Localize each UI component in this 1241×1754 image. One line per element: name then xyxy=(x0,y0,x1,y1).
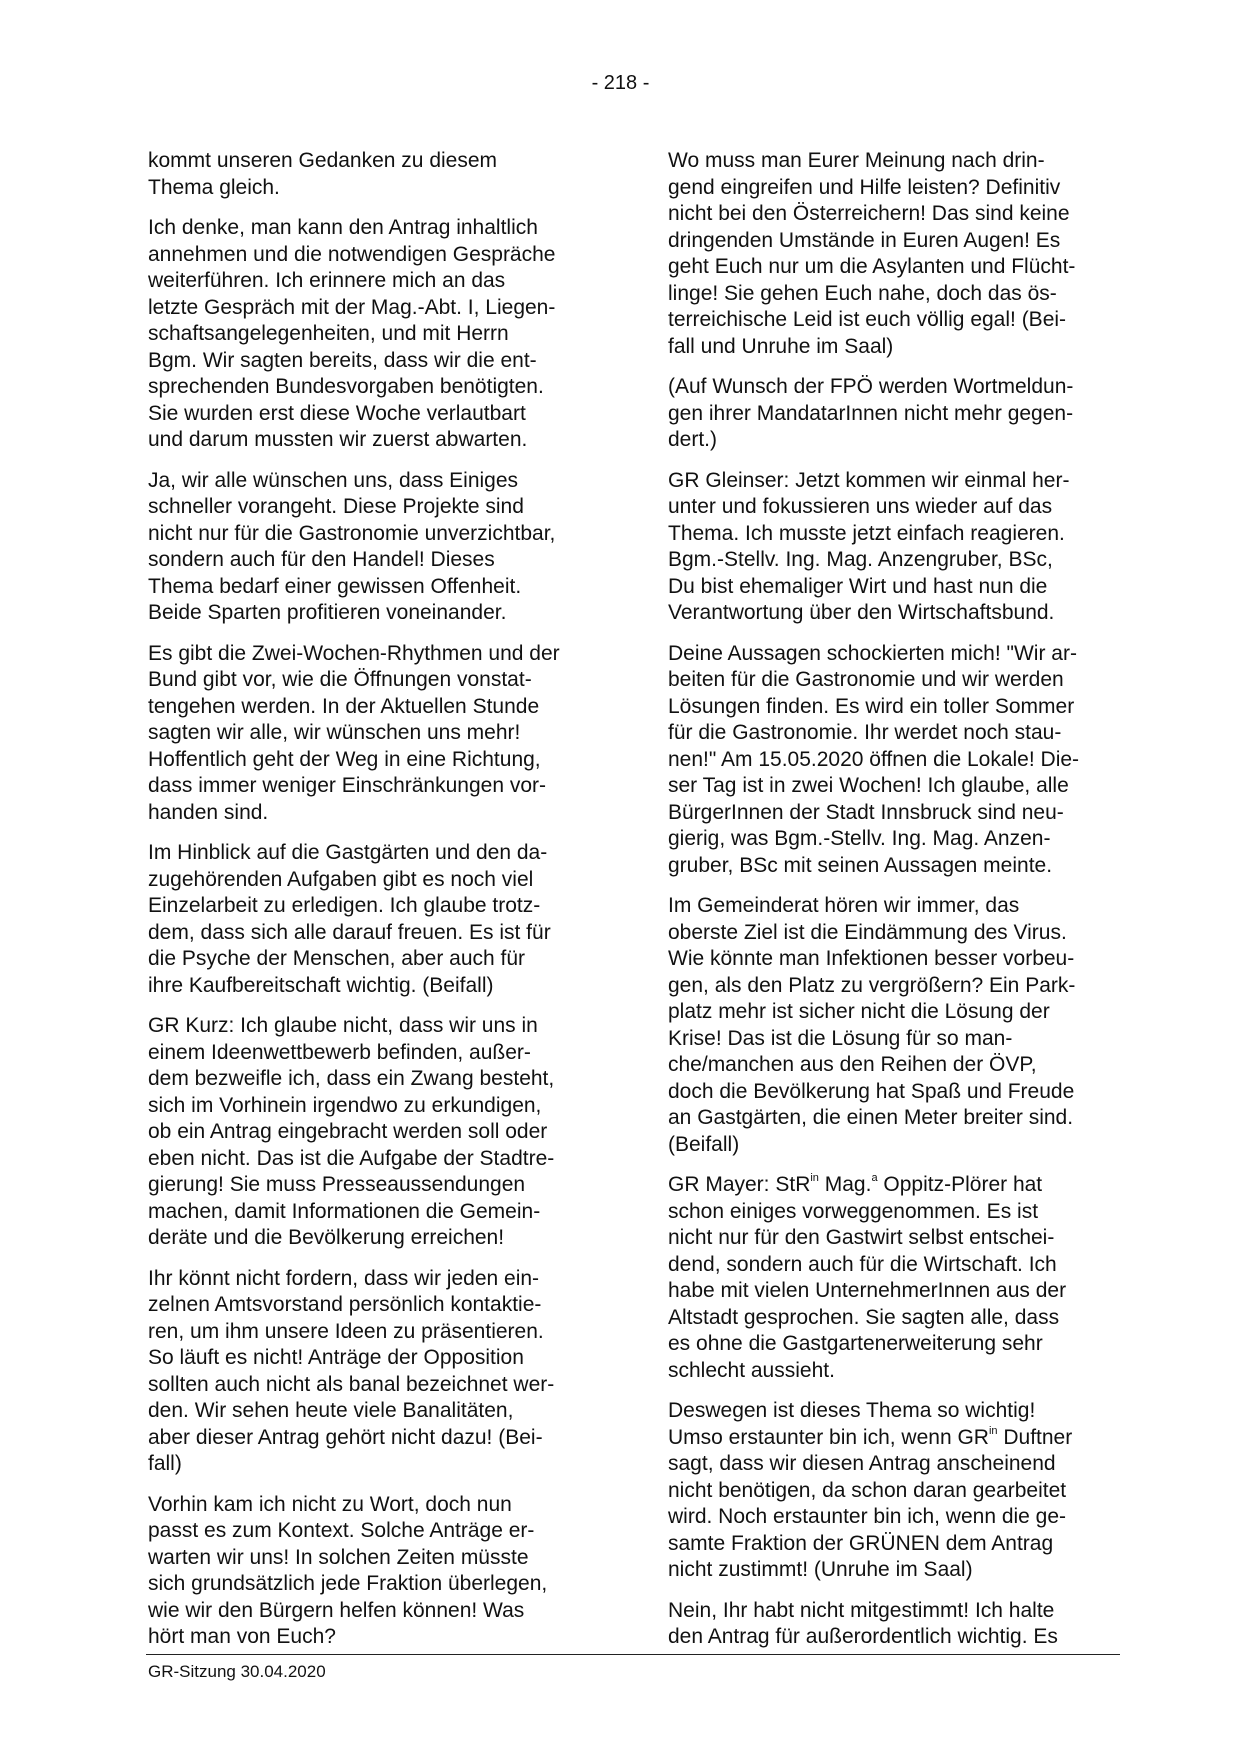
paragraph: Deine Aussagen schockierten mich! "Wir ar- beiten für die Gastronomie und wir werden Lösungen finden. Es wird ein toller Sommer für die Gastronomie. Ihr werdet noch stau- nen!" Am 15.05.2020 öffnen die Lokale! Die- ser Tag ist in zwei Wochen! Ich glaube, alle BürgerInnen der Stadt Innsbruck sind neu- gierig, was Bgm.-Stellv. Ing. Mag. Anzen- gruber, BSc mit seinen Aussagen meinte. xyxy=(668,641,1080,877)
paragraph: Es gibt die Zwei-Wochen-Rhythmen und der Bund gibt vor, wie die Öffnungen vonstat- tengehen werden. In der Aktuellen Stunde sagten wir alle, wir wünschen uns mehr! Hoffentlich geht der Weg in eine Richtung, dass immer weniger Einschränkungen vor- handen sind. xyxy=(148,641,560,824)
text-run: GR Mayer: StR xyxy=(668,1173,811,1196)
superscript: in xyxy=(810,1172,819,1184)
text-run: Duftner sagt, dass wir diesen Antrag anscheinend nicht benötigen, da schon daran gearbeitet wird. Noch erstaunter bin ich, wenn die ge- samte Fraktion der GRÜNEN dem Antrag nicht zustimmt! (Unruhe im Saal) xyxy=(668,1425,1073,1581)
left-column xyxy=(148,148,603,1665)
paragraph: Ihr könnt nicht fordern, dass wir jeden ein- zelnen Amtsvorstand persönlich kontaktie- ren, um ihm unsere Ideen zu präsentieren. So läuft es nicht! Anträge der Opposition sollten auch nicht als banal bezeichnet wer- den. Wir sehen heute viele Banalitäten, aber dieser Antrag gehört nicht dazu! (Bei- fall) xyxy=(148,1266,555,1475)
paragraph-note: (Auf Wunsch der FPÖ werden Wortmeldun- gen ihrer MandatarInnen nicht mehr gegen- dert.) xyxy=(668,375,1074,451)
paragraph-speech-gleinser: GR Gleinser: Jetzt kommen wir einmal her- unter und fokussieren uns wieder auf das Thema. Ich musste jetzt einfach reagieren. Bgm.-Stellv. Ing. Mag. Anzengruber, BSc, Du bist ehemaliger Wirt und hast nun die Verantwortung über den Wirtschaftsbund. xyxy=(668,468,1070,624)
text-run: Mag. xyxy=(818,1173,872,1196)
paragraph: Ich denke, man kann den Antrag inhaltlich annehmen und die notwendigen Gespräche weiterführen. Ich erinnere mich an das letzte Gespräch mit der Mag.-Abt. I, Liegen- schaftsangelegenheiten, und mit Herrn Bgm. Wir sagten bereits, dass wir die ent- sprechenden Bundesvorgaben benötigten. Sie wurden erst diese Woche verlautbart und darum mussten wir zuerst abwarten. xyxy=(148,216,556,451)
page-number: - 218 - xyxy=(591,72,650,94)
paragraph xyxy=(668,1398,1123,1584)
paragraph: Im Gemeinderat hören wir immer, das oberste Ziel ist die Eindämmung des Virus. Wie könnte man Infektionen besser vorbeu- gen, als den Platz zu vergrößern? Ein Park- platz mehr ist sicher nicht die Lösung der Krise! Das ist die Lösung für so man- che/manchen aus den Reihen der ÖVP, doch die Bevölkerung hat Spaß und Freude an Gastgärten, die einen Meter breiter sind. (Beifall) xyxy=(668,894,1076,1156)
paragraph: Vorhin kam ich nicht zu Wort, doch nun passt es zum Kontext. Solche Anträge er- warten wir uns! In solchen Zeiten müsste sich grundsätzlich jede Fraktion überlegen, wie wir den Bürgern helfen können! Was hört man von Euch? xyxy=(148,1492,548,1648)
footer-text: GR-Sitzung 30.04.2020 xyxy=(148,1662,326,1681)
paragraph: Wo muss man Eurer Meinung nach drin- gend eingreifen und Hilfe leisten? Definitiv nicht bei den Österreichern! Das sind keine dringenden Umstände in Euren Augen! Es geht Euch nur um die Asylanten und Flücht- linge! Sie gehen Euch nahe, doch das ös- terreichische Leid ist euch völlig egal! (Bei- fall und Unruhe im Saal) xyxy=(668,149,1076,358)
paragraph: kommt unseren Gedanken zu diesem Thema gleich. xyxy=(148,149,498,199)
right-column xyxy=(668,148,1123,1665)
paragraph: Nein, Ihr habt nicht mitgestimmt! Ich halte den Antrag für außerordentlich wichtig. Es xyxy=(668,1598,1058,1648)
superscript: a xyxy=(871,1172,878,1184)
text-run: Oppitz-Plörer hat schon einiges vorweggenommen. Es ist nicht nur für den Gastwirt selbst entschei- dend, sondern auch für die Wirtschaft. Ich habe mit vielen UnternehmerInnen aus der Altstadt gesprochen. Sie sagten alle, dass es ohne die Gastgartenerweiterung sehr schlecht aussieht. xyxy=(668,1173,1067,1382)
paragraph-speech-kurz: GR Kurz: Ich glaube nicht, dass wir uns in einem Ideenwettbewerb befinden, außer- dem bezweifle ich, dass ein Zwang besteht, sich im Vorhinein irgendwo zu erkundigen, ob ein Antrag eingebracht werden soll oder eben nicht. Das ist die Aufgabe der Stadtre- gierung! Sie muss Presseaussendungen machen, damit Informationen die Gemein- deräte und die Bevölkerung erreichen! xyxy=(148,1014,555,1249)
paragraph: Im Hinblick auf die Gastgärten und den da- zugehörenden Aufgaben gibt es noch viel Einzelarbeit zu erledigen. Ich glaube trotz- dem, dass sich alle darauf freuen. Es ist für die Psyche der Menschen, aber auch für ihre Kaufbereitschaft wichtig. (Beifall) xyxy=(148,841,551,997)
paragraph: Ja, wir alle wünschen uns, dass Einiges schneller vorangeht. Diese Projekte sind nicht nur für die Gastronomie unverzichtbar, sondern auch für den Handel! Dieses Thema bedarf einer gewissen Offenheit. Beide Sparten profitieren voneinander. xyxy=(148,468,556,624)
text-run: Deswegen ist dieses Thema so wichtig! Umso erstaunter bin ich, wenn GR xyxy=(668,1399,1036,1449)
paragraph-speech-mayer xyxy=(668,1172,1123,1384)
footer-divider xyxy=(146,1654,1120,1655)
superscript: in xyxy=(988,1424,998,1437)
